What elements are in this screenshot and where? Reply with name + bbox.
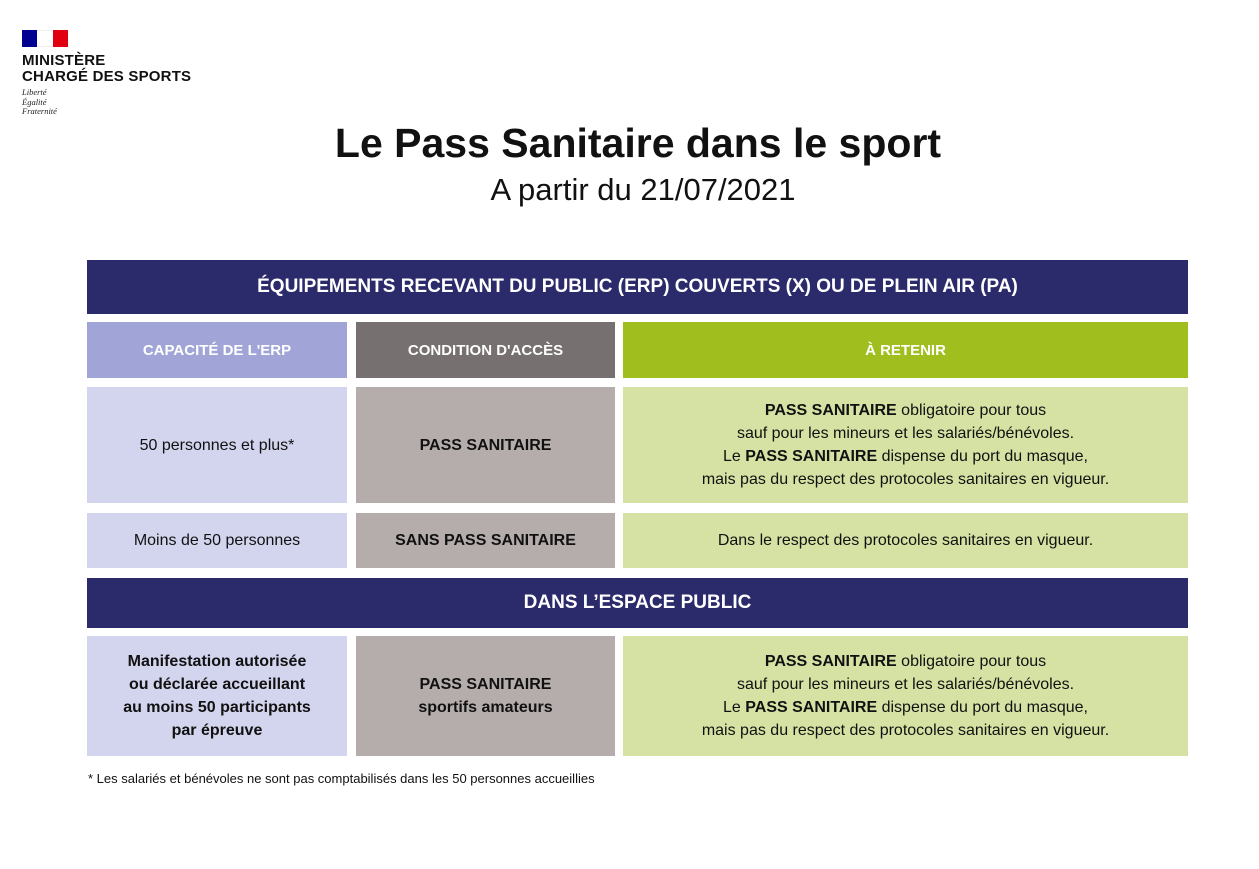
table-cell-retain: PASS SANITAIRE obligatoire pour tous sauf pour les mineurs et les salariés/bénévoles. Le PASS SANITAIRE dispense du port du masque, mais pas du respect des protocoles sanitaires en vigueur. — [623, 636, 1188, 756]
ministry-logo — [22, 30, 191, 117]
table-cell-condition: SANS PASS SANITAIRE — [356, 513, 615, 568]
page-title: Le Pass Sanitaire dans le sport — [334, 120, 942, 166]
page-subtitle: A partir du 21/07/2021 — [490, 172, 796, 207]
column-header-capacity: CAPACITÉ DE L'ERP — [87, 322, 347, 378]
table-cell-capacity: Manifestation autorisée ou déclarée accueillant au moins 50 participants par épreuve — [87, 636, 347, 756]
republic-motto: Liberté Égalité Fraternité — [22, 87, 57, 116]
footnote: * Les salariés et bénévoles ne sont pas comptabilisés dans les 50 personnes accueillies — [88, 771, 595, 786]
section-erp-header: ÉQUIPEMENTS RECEVANT DU PUBLIC (ERP) COUVERTS (X) OU DE PLEIN AIR (PA) — [87, 260, 1188, 314]
section-public-space-header: DANS L’ESPACE PUBLIC — [87, 578, 1188, 628]
table-cell-retain: Dans le respect des protocoles sanitaires en vigueur. — [623, 513, 1188, 568]
french-flag-icon — [22, 30, 68, 47]
column-header-retain: À RETENIR — [623, 322, 1188, 378]
table-cell-condition: PASS SANITAIRE — [356, 387, 615, 503]
column-header-condition: CONDITION D'ACCÈS — [356, 322, 615, 378]
table-cell-condition: PASS SANITAIRE sportifs amateurs — [356, 636, 615, 756]
table-cell-capacity: Moins de 50 personnes — [87, 513, 347, 568]
table-cell-retain: PASS SANITAIRE obligatoire pour tous sauf pour les mineurs et les salariés/bénévoles. Le PASS SANITAIRE dispense du port du masque, mais pas du respect des protocoles sanitaires en vigueur. — [623, 387, 1188, 503]
table-cell-capacity: 50 personnes et plus* — [87, 387, 347, 503]
ministry-name: MINISTÈRE CHARGÉ DES SPORTS — [22, 52, 192, 85]
